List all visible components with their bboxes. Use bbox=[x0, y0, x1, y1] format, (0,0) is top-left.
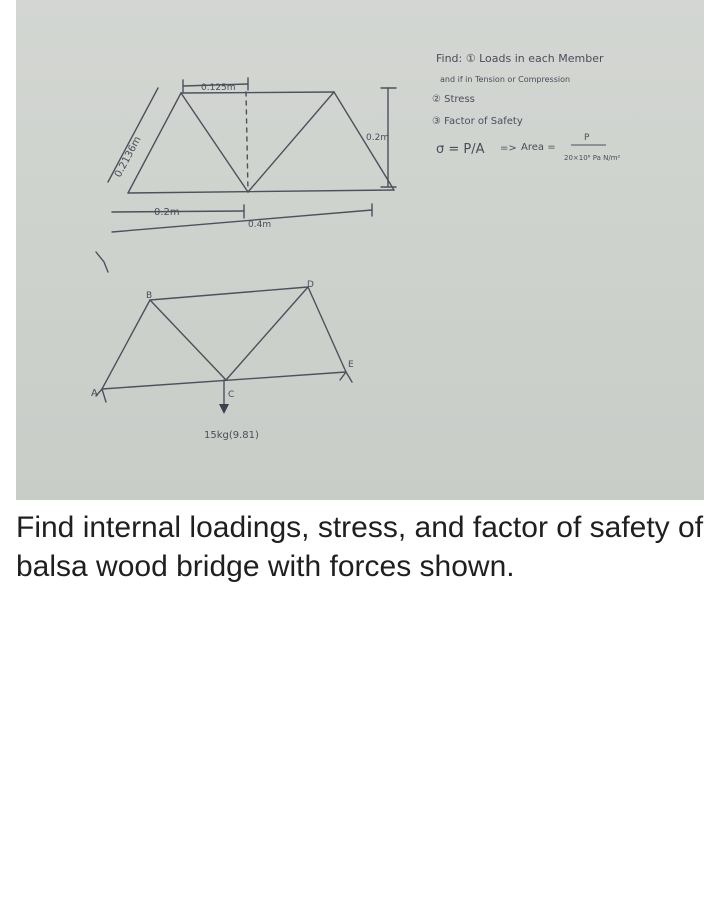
member-de bbox=[308, 287, 346, 372]
node-label-e: E bbox=[348, 360, 354, 370]
hand-drawn-truss-sketch bbox=[16, 0, 704, 500]
notes-item-stress: ② Stress bbox=[432, 94, 475, 105]
problem-photo bbox=[16, 0, 704, 500]
notes-formula-area: Area = bbox=[521, 142, 556, 153]
node-label-b: B bbox=[146, 291, 153, 301]
dim-top-label: 0.125m bbox=[201, 83, 236, 93]
member-ab bbox=[102, 300, 150, 389]
dim-height-label: 0.2m bbox=[366, 133, 390, 143]
node-label-d: D bbox=[307, 280, 314, 290]
load-label: 15kg(9.81) bbox=[204, 430, 259, 441]
dim-bottom-full-line bbox=[112, 210, 372, 232]
node-label-a: A bbox=[91, 388, 98, 399]
node-label-c: C bbox=[228, 390, 235, 400]
stray-mark bbox=[96, 252, 108, 272]
bottom-truss-drawing bbox=[96, 287, 352, 408]
notes-formula-arrow: => bbox=[500, 143, 517, 154]
load-arrow-head bbox=[219, 404, 229, 414]
support-e bbox=[340, 372, 352, 382]
notes-formula-area-numerator: P bbox=[584, 133, 590, 143]
handwritten-notes bbox=[432, 52, 621, 162]
member-cd bbox=[226, 287, 308, 380]
bottom-top-chord bbox=[150, 287, 308, 300]
notes-formula-area-denominator: 20×10⁶ Pa N/m² bbox=[564, 154, 621, 162]
top-truss-drawing bbox=[96, 78, 396, 272]
question-text: Find internal loadings, stress, and factor of safety of balsa wood bridge with forces shown. bbox=[16, 511, 704, 583]
member-bc bbox=[150, 300, 226, 380]
notes-formula-sigma: σ = P/A bbox=[436, 142, 485, 157]
top-bottom-chord bbox=[128, 190, 394, 193]
notes-item-safety: ③ Factor of Safety bbox=[432, 116, 523, 127]
dim-slant-label: 0.2136m bbox=[112, 134, 144, 180]
top-inner-diagonal-left bbox=[181, 93, 248, 192]
top-centerline bbox=[246, 92, 248, 192]
top-inner-diagonal-right bbox=[248, 92, 334, 192]
notes-find-line2: and if in Tension or Compression bbox=[440, 75, 571, 84]
notes-find-line1: Find: ① Loads in each Member bbox=[436, 52, 604, 65]
dim-bottom-half-label: 0.2m bbox=[154, 207, 180, 218]
dim-bottom-full-label: 0.4m bbox=[248, 220, 272, 230]
